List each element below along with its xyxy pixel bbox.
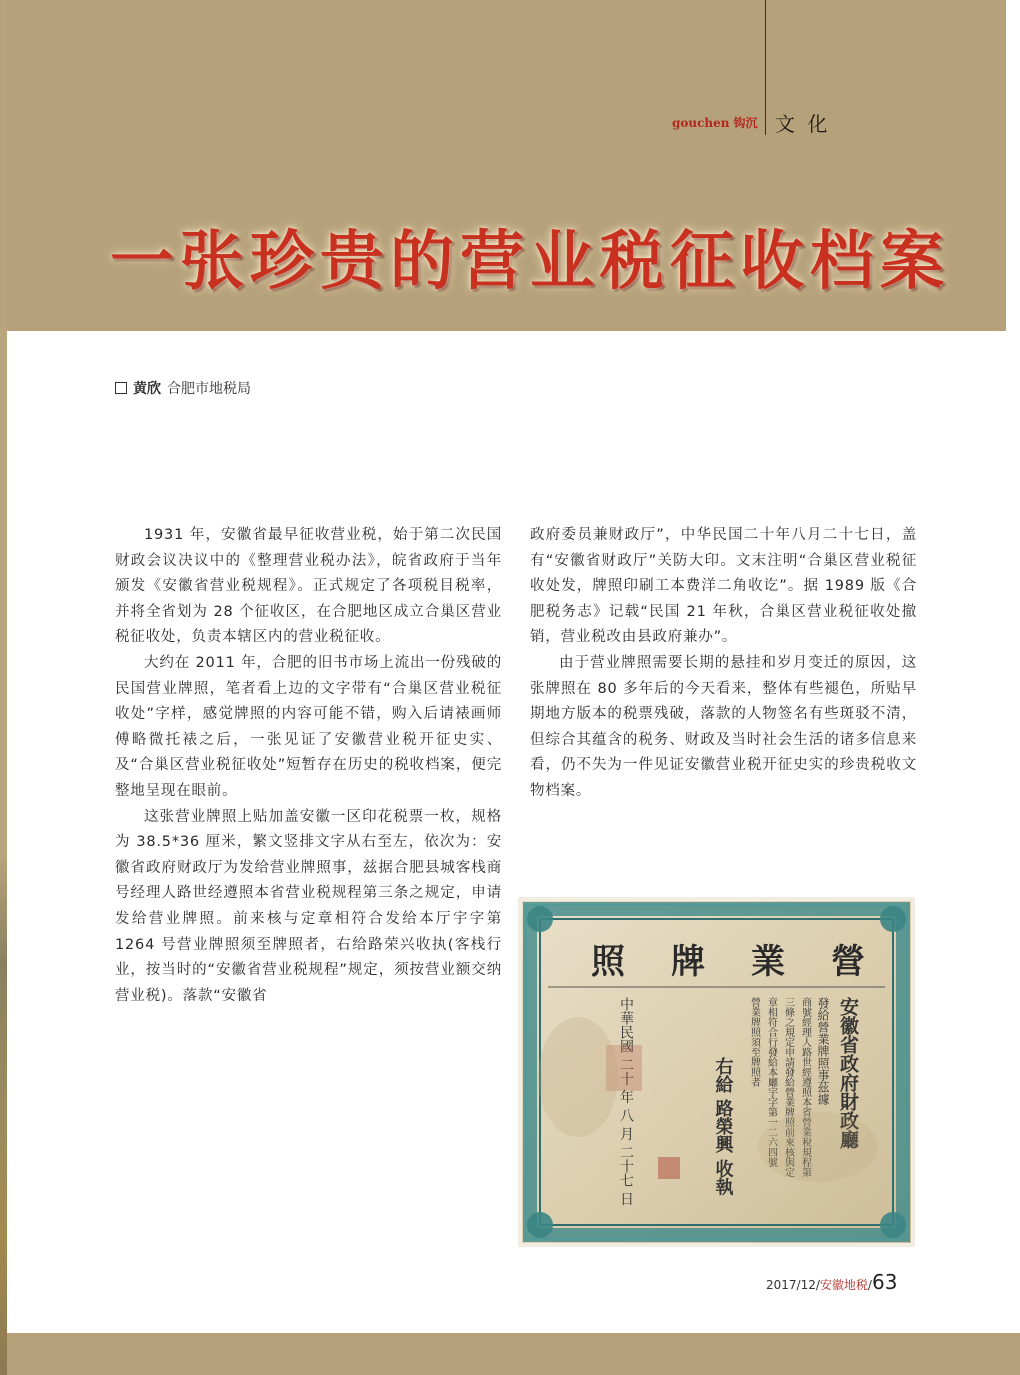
license-heading-char: 營	[831, 942, 865, 982]
footer-separator: /	[867, 1278, 872, 1292]
license-heading-char: 牌	[671, 942, 705, 982]
header-divider-line	[765, 0, 766, 135]
license-column: 中華民國 二十 年 八 月 二十七 日	[618, 997, 634, 1206]
section-tag-en: gouchen	[672, 116, 730, 130]
article-column-left	[115, 523, 502, 1009]
byline	[115, 378, 251, 398]
section-tag	[672, 114, 758, 138]
article-title: 一张珍贵的营业税征收档案	[110, 224, 950, 299]
byline-box-icon	[115, 382, 127, 394]
author-affiliation: 合肥市地税局	[167, 381, 251, 397]
paragraph: 1931 年，安徽省最早征收营业税，始于第二次民国财政会议决议中的《整理营业税办法》，皖省政府于当年颁发《安徽省营业税规程》。正式规定了各项税目税率，并将全省划为 28 个征收区，在合肥地区成立合巢区营业税征收处，负责本辖区内的营业税征收。	[115, 527, 502, 646]
article-column-right	[530, 523, 917, 805]
license-heading-char: 照	[591, 942, 625, 982]
page-number: 63	[871, 1270, 898, 1294]
license-photo	[518, 897, 915, 1247]
issue-date: 2017/12/	[766, 1278, 820, 1292]
license-column: 三條之規定申請發給營業牌照前來核與定	[782, 997, 794, 1177]
license-heading-char: 業	[751, 942, 785, 982]
license-column: 營業牌照須至牌照者	[748, 997, 760, 1087]
license-column: 章相符合行發給本廳宇字第一二六四號	[765, 997, 777, 1167]
left-edge-strip	[0, 0, 7, 1375]
paragraph: 这张营业牌照上贴加盖安徽一区印花税票一枚，规格为 38.5*36 厘米，繁文竖排文字从右至左，依次为：安徽省政府财政厅为发给营业牌照事，兹据合肥县城客栈商号经理人路世经遵照本省营业税规程第三条之规定，申请发给营业牌照。前来核与定章相符合发给本厅宇字第 1264 号营业牌照须至牌照者，右给路荣兴收执(客栈行业，按当时的“安徽省营业税规程”规定，须按营业额交纳营业税)。落款“安徽省	[115, 808, 502, 1004]
paragraph: 由于营业牌照需要长期的悬挂和岁月变迁的原因，这张牌照在 80 多年后的今天看来，整体有些褪色，所贴早期地方版本的税票残破，落款的人物签名有些斑驳不清，但综合其蕴含的税务、财政及当时社会生活的诸多信息来看，仍不失为一件见证安徽营业税开征史实的珍贵税收文物档案。	[530, 654, 917, 799]
license-column: 發給營業牌照事茲據	[816, 997, 830, 1105]
magazine-name: 安徽地税	[819, 1278, 868, 1292]
page-footer	[766, 1270, 897, 1294]
license-column: 安徽省政府財政廳	[837, 997, 859, 1149]
author-name: 黄欣	[133, 381, 161, 397]
paragraph: 大约在 2011 年，合肥的旧书市场上流出一份残破的民国营业牌照，笔者看上边的文字带有“合巢区营业税征收处”字样，感觉牌照的内容可能不错，购入后请裱画师傅略微托裱之后，一张见证了安徽营业税开征史实、及“合巢区营业税征收处”短暂存在历史的税收档案，便完整地呈现在眼前。	[115, 654, 502, 799]
section-name: 文 化	[775, 112, 831, 136]
license-column: 商號經理人路世經遵照本省營業稅規程第	[799, 997, 811, 1177]
license-column: 右給 路榮興 收執	[712, 1057, 734, 1196]
section-tag-cn: 钩沉	[733, 116, 758, 130]
paragraph-continued: 政府委员兼财政厅”，中华民国二十年八月二十七日，盖有“安徽省财政厅”关防大印。文末注明“合巢区营业税征收处发，牌照印刷工本费洋二角收讫”。据 1989 版《合肥税务志》记载“民国 21 年秋，合巢区营业税征收处撤销，营业税改由县政府兼办”。	[530, 527, 917, 646]
footer-band	[7, 1333, 1020, 1375]
